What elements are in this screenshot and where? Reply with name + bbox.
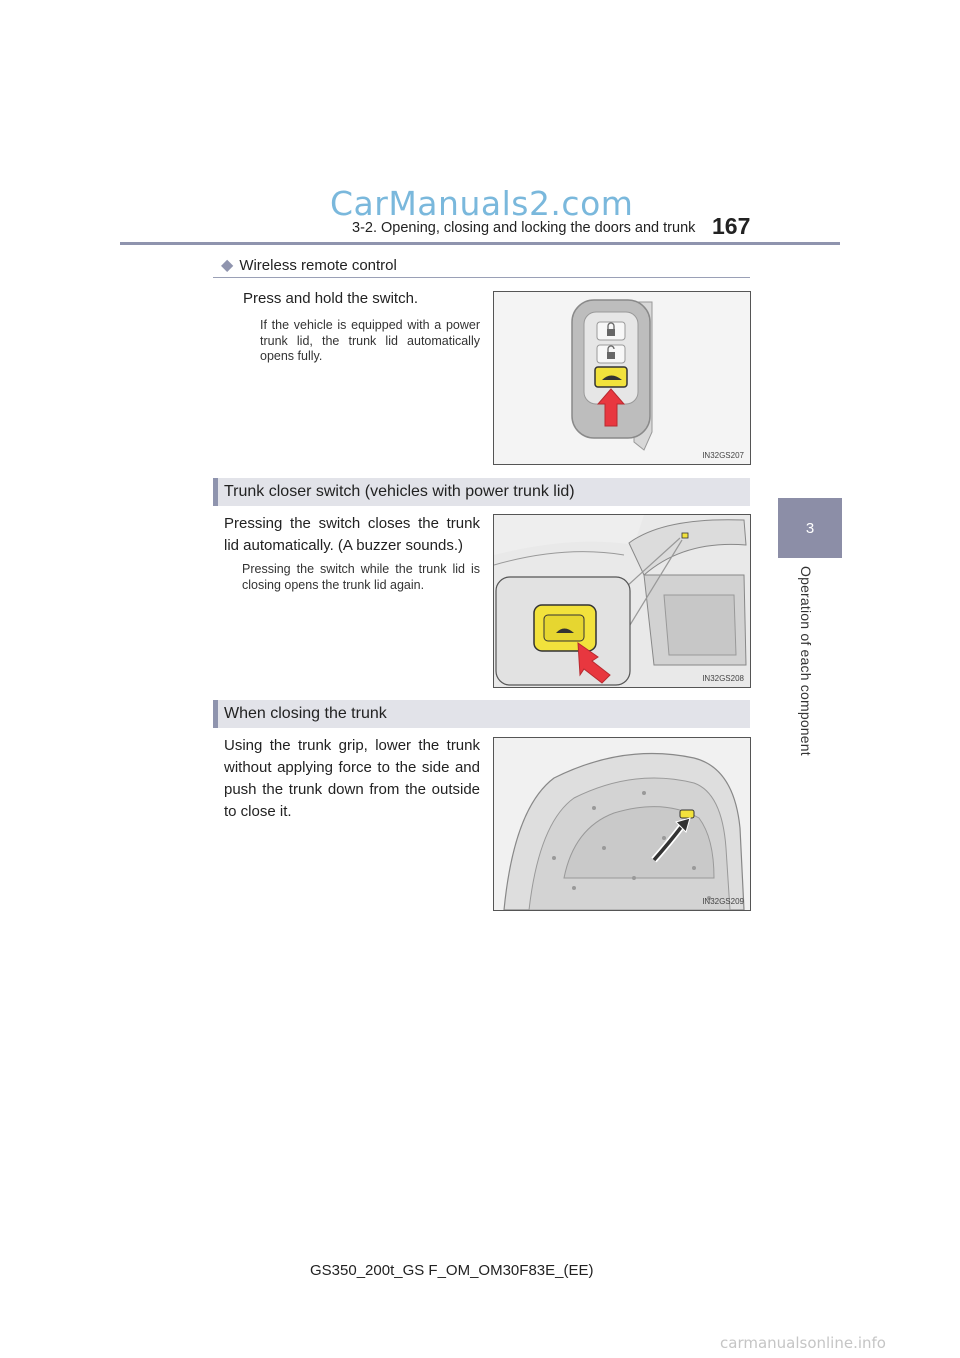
closer-note: Pressing the switch while the trunk lid is closing opens the trunk lid again. (242, 562, 480, 592)
trunk-grip-illustration (494, 738, 750, 910)
figure-code: IN32GS209 (702, 897, 744, 906)
figure-trunk-closer (493, 514, 751, 688)
figure-code: IN32GS207 (702, 451, 744, 460)
chapter-number: 3 (805, 519, 815, 537)
closing-text: Using the trunk grip, lower the trunk without applying force to the side and push the trunk down from the outside to close it. (224, 737, 480, 820)
closer-heading: Trunk closer switch (vehicles with power trunk lid) (224, 483, 575, 500)
header-rule (120, 242, 840, 245)
section-title: 3-2. Opening, closing and locking the doors and trunk (352, 220, 696, 236)
wireless-instruction: Press and hold the switch. (243, 290, 419, 307)
figure-wireless-remote (493, 291, 751, 465)
chapter-label: Operation of each component (798, 566, 814, 756)
sub-heading-rule (213, 277, 750, 278)
footer-document-code: GS350_200t_GS F_OM_OM30F83E_(EE) (310, 1262, 594, 1279)
remote-key-illustration (494, 292, 750, 464)
watermark-bottom: carmanualsonline.info (720, 1334, 886, 1352)
closer-text: Pressing the switch closes the trunk lid automatically. (A buzzer sounds.) (224, 515, 480, 554)
figure-closing-trunk (493, 737, 751, 911)
section-accent-bar (213, 700, 218, 728)
closing-section-header (213, 700, 750, 728)
figure-code: IN32GS208 (702, 674, 744, 683)
watermark-top: CarManuals2.com (330, 184, 634, 223)
page-number: 167 (712, 213, 751, 239)
trunk-closer-illustration (494, 515, 750, 687)
wireless-heading (221, 255, 397, 275)
closing-heading: When closing the trunk (224, 705, 387, 722)
diamond-icon: ◆ (221, 257, 234, 274)
closer-section-header (213, 478, 750, 506)
wireless-note: If the vehicle is equipped with a power trunk lid, the trunk lid automatically opens fully. (260, 318, 480, 363)
wireless-heading-text: Wireless remote control (239, 257, 397, 274)
section-accent-bar (213, 478, 218, 506)
